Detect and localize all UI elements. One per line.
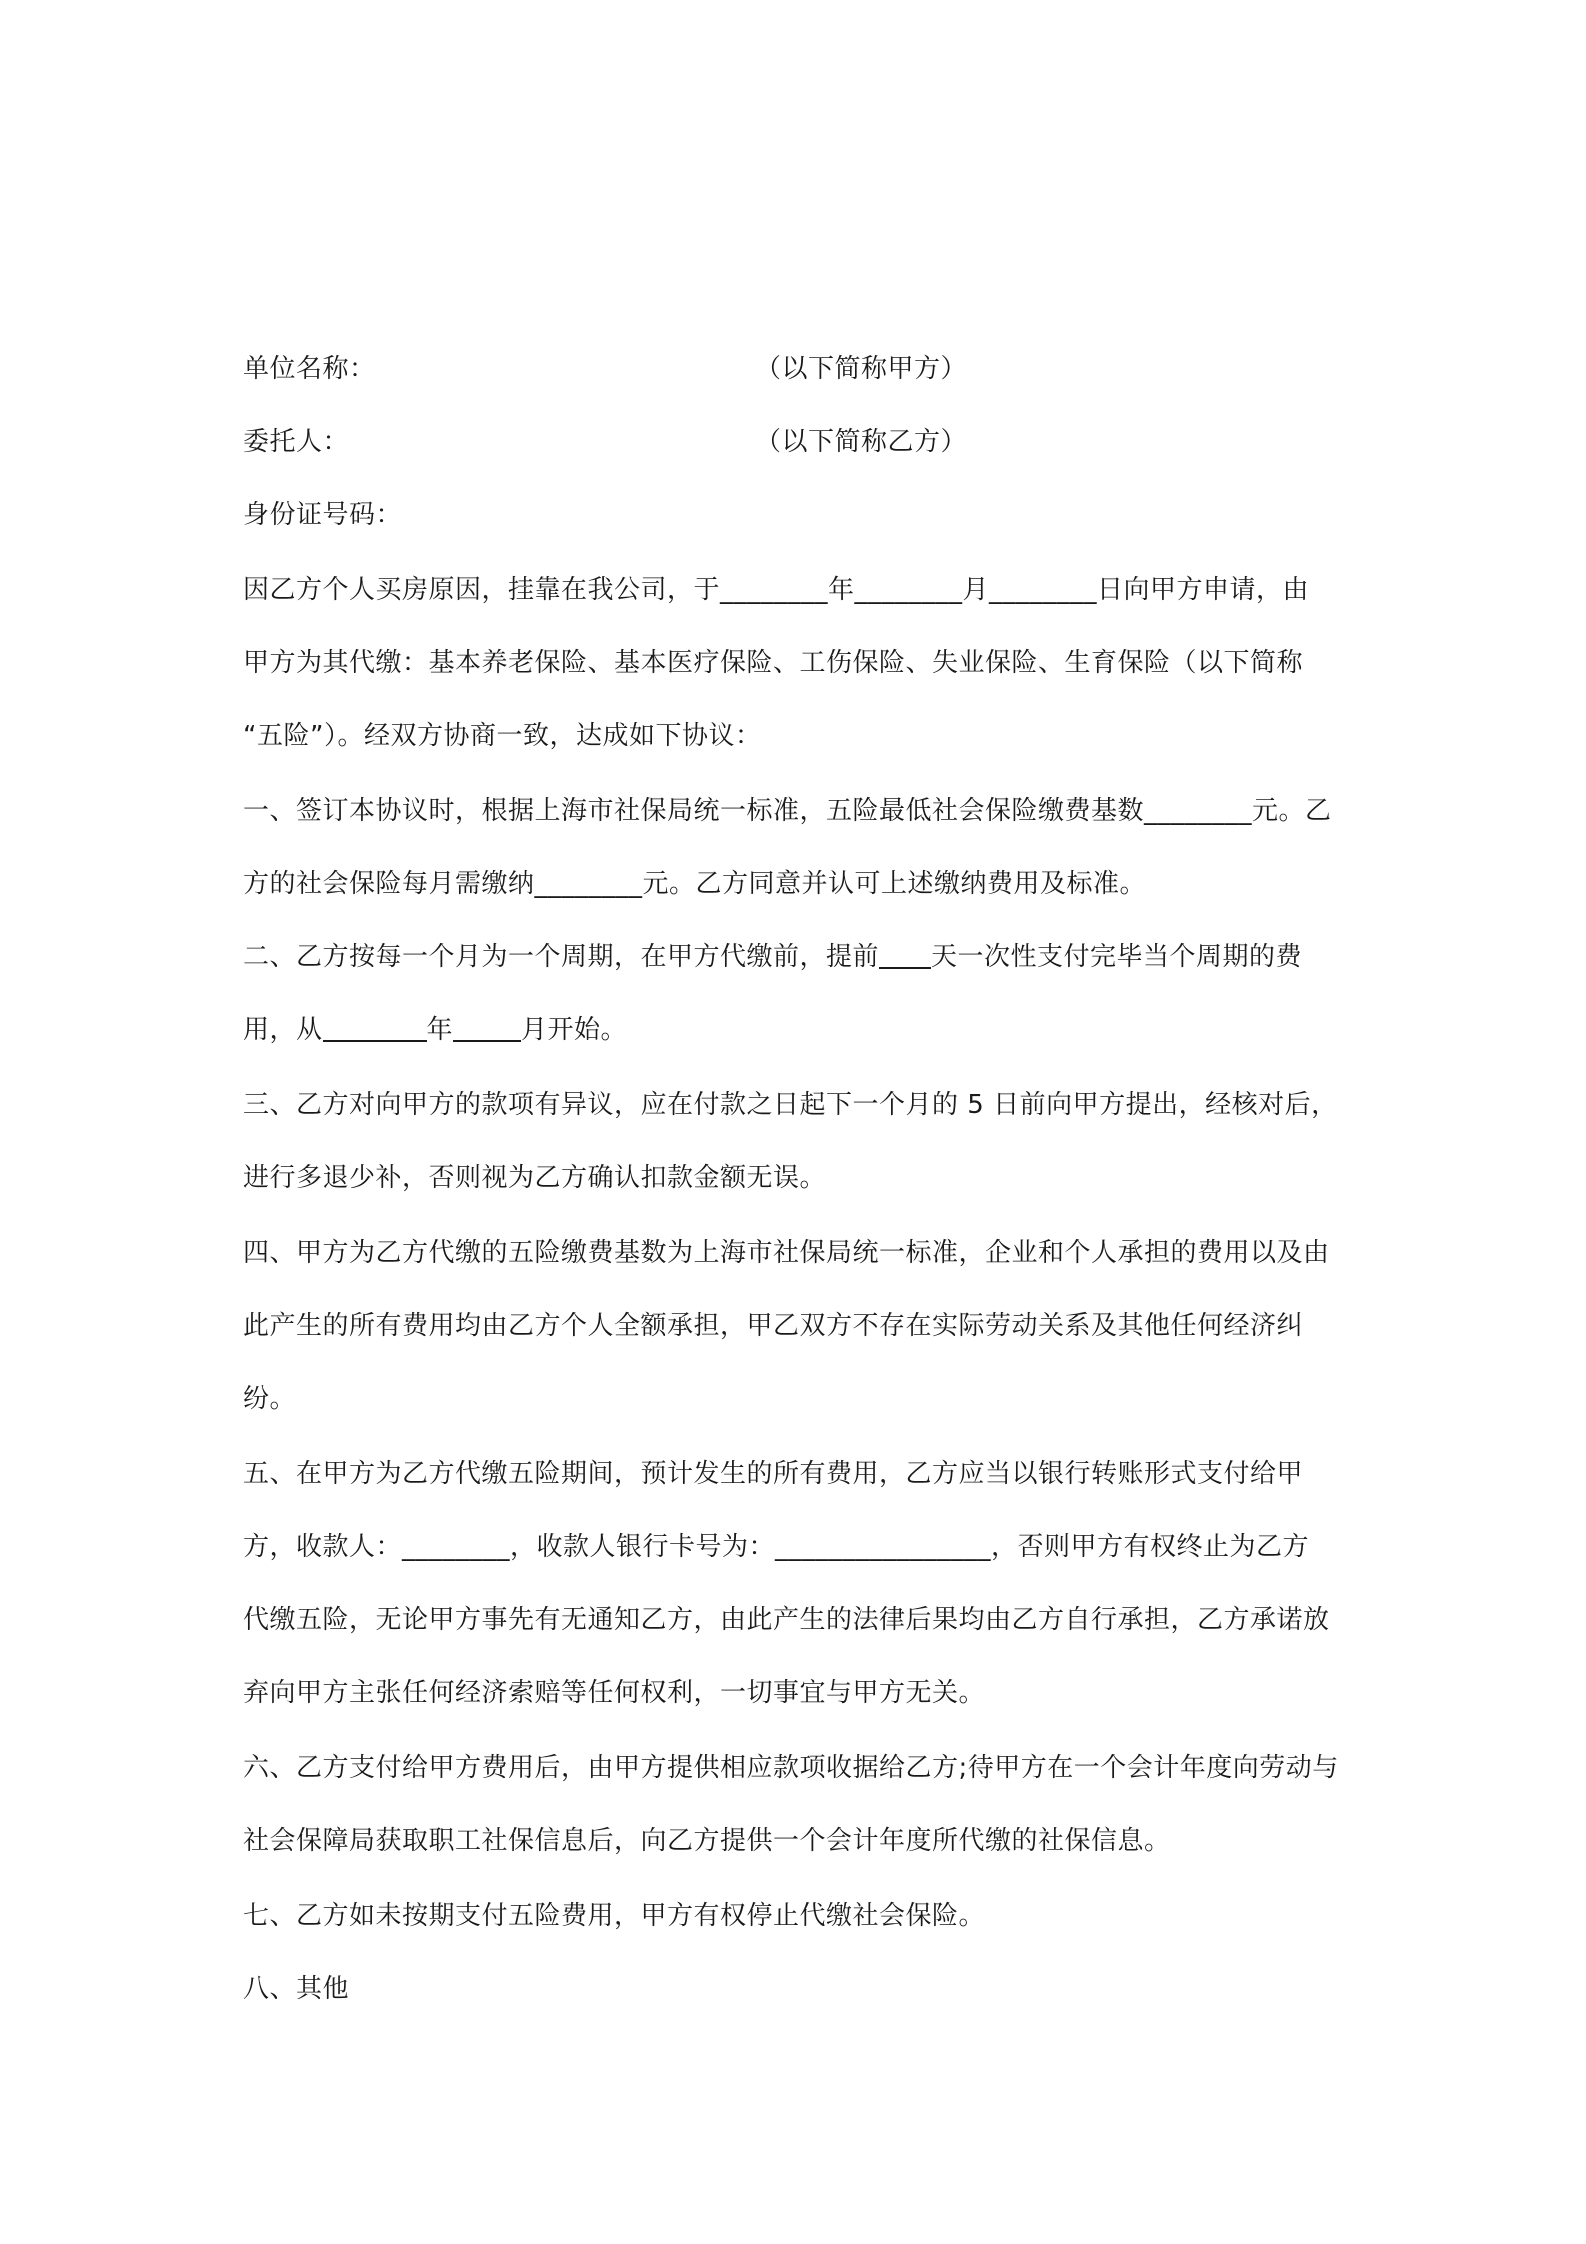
clause-6-line: 社会保障局获取职工社保信息后，向乙方提供一个会计年度所代缴的社保信息。 [243,1826,1171,1856]
clause-3-line: 进行多退少补，否则视为乙方确认扣款金额无误。 [243,1163,827,1193]
month-blank [453,1014,521,1042]
trustee-label: 委托人： [243,427,350,457]
clause-2-text: 天一次性支付完毕当个周期的费 [931,942,1303,972]
days-blank [879,941,931,969]
intro-line: 甲方为其代缴：基本养老保险、基本医疗保险、工伤保险、失业保险、生育保险（以下简称 [243,648,1304,678]
clause-5-line: 弃向甲方主张任何经济索赔等任何权利，一切事宜与甲方无关。 [243,1678,986,1708]
clause-4-line: 此产生的所有费用均由乙方个人全额承担，甲乙双方不存在实际劳动关系及其他任何经济纠 [243,1311,1304,1341]
clause-1-line: 一、签订本协议时，根据上海市社保局统一标准，五险最低社会保险缴费基数________元。乙 [243,796,1332,826]
clause-5-line: 五、在甲方为乙方代缴五险期间，预计发生的所有费用，乙方应当以银行转账形式支付给甲 [243,1459,1304,1489]
clause-2-text: 年 [426,1015,454,1045]
unit-name-label: 单位名称： [243,354,376,384]
id-number-label: 身份证号码： [243,500,403,530]
clause-2-text: 用，从 [243,1015,323,1045]
unit-name-note: （以下简称甲方） [755,354,968,384]
clause-5-line: 方，收款人：________，收款人银行卡号为：________________，否则甲方有权终止为乙方 [243,1532,1310,1562]
clause-4-line: 四、甲方为乙方代缴的五险缴费基数为上海市社保局统一标准，企业和个人承担的费用以及由 [243,1238,1330,1268]
year-blank [323,1014,427,1042]
clause-2-text: 二、乙方按每一个月为一个周期，在甲方代缴前，提前 [243,942,880,972]
clause-8-line: 八、其他 [243,1974,350,2004]
clause-2-line [243,940,1302,974]
intro-line: 因乙方个人买房原因，挂靠在我公司，于________年________月________日向甲方申请，由 [243,575,1310,605]
clause-4-line: 纷。 [243,1384,297,1414]
intro-line: “五险”）。经双方协商一致，达成如下协议： [243,721,762,751]
clause-2-line [243,1013,627,1047]
clause-3-line: 三、乙方对向甲方的款项有异议，应在付款之日起下一个月的 5 日前向甲方提出，经核对后， [243,1090,1338,1120]
trustee-note: （以下简称乙方） [755,427,968,457]
clause-1-line: 方的社会保险每月需缴纳________元。乙方同意并认可上述缴纳费用及标准。 [243,869,1147,899]
clause-5-line: 代缴五险，无论甲方事先有无通知乙方，由此产生的法律后果均由乙方自行承担，乙方承诺放 [243,1605,1330,1635]
clause-7-line: 七、乙方如未按期支付五险费用，甲方有权停止代缴社会保险。 [243,1901,986,1931]
clause-2-text: 月开始。 [521,1015,628,1045]
clause-6-line: 六、乙方支付给甲方费用后，由甲方提供相应款项收据给乙方;待甲方在一个会计年度向劳动与 [243,1753,1339,1783]
